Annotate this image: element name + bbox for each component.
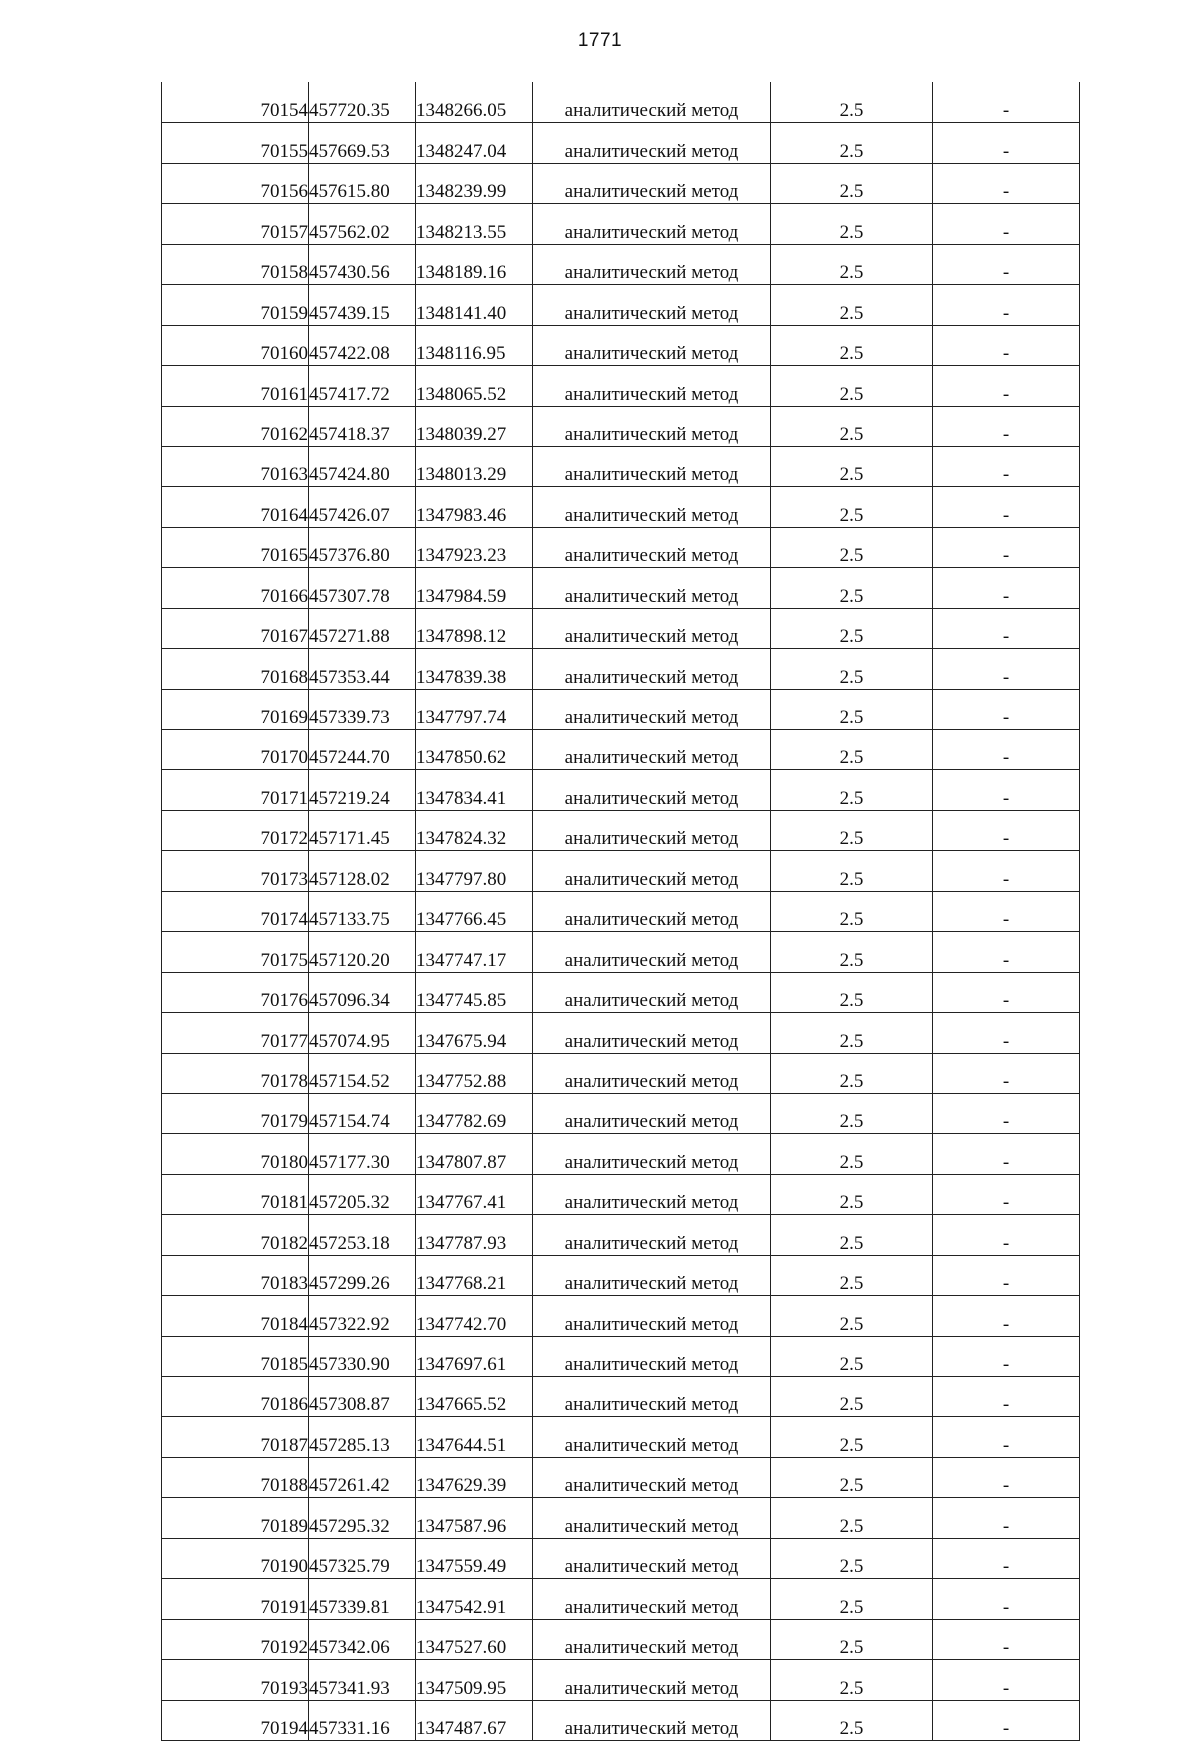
table-row	[162, 730, 1080, 770]
point-id-cell: 70193	[162, 1660, 309, 1700]
table-row	[162, 1053, 1080, 1093]
accuracy-value-cell: 2.5	[771, 83, 933, 123]
note-cell: -	[933, 1457, 1080, 1497]
table-row	[162, 244, 1080, 284]
x-coordinate-cell: 457331.16	[309, 1700, 416, 1740]
table-row	[162, 123, 1080, 163]
y-coordinate-cell: 1347644.51	[416, 1417, 533, 1457]
accuracy-value-cell: 2.5	[771, 527, 933, 567]
method-cell: аналитический метод	[533, 527, 771, 567]
accuracy-value-cell: 2.5	[771, 1579, 933, 1619]
table-row	[162, 972, 1080, 1012]
table-row	[162, 1134, 1080, 1174]
x-coordinate-cell: 457205.32	[309, 1174, 416, 1214]
point-id-cell: 70167	[162, 608, 309, 648]
table-row	[162, 1579, 1080, 1619]
note-cell: -	[933, 1053, 1080, 1093]
point-id-cell: 70175	[162, 932, 309, 972]
method-cell: аналитический метод	[533, 325, 771, 365]
y-coordinate-cell: 1347767.41	[416, 1174, 533, 1214]
note-cell: -	[933, 204, 1080, 244]
note-cell: -	[933, 1013, 1080, 1053]
x-coordinate-cell: 457341.93	[309, 1660, 416, 1700]
note-cell: -	[933, 1700, 1080, 1740]
accuracy-value-cell: 2.5	[771, 851, 933, 891]
y-coordinate-cell: 1347834.41	[416, 770, 533, 810]
y-coordinate-cell: 1348013.29	[416, 446, 533, 486]
method-cell: аналитический метод	[533, 83, 771, 123]
method-cell: аналитический метод	[533, 204, 771, 244]
accuracy-value-cell: 2.5	[771, 1457, 933, 1497]
table-row	[162, 1660, 1080, 1700]
accuracy-value-cell: 2.5	[771, 204, 933, 244]
method-cell: аналитический метод	[533, 1538, 771, 1578]
point-id-cell: 70163	[162, 446, 309, 486]
point-id-cell: 70194	[162, 1700, 309, 1740]
y-coordinate-cell: 1347675.94	[416, 1013, 533, 1053]
y-coordinate-cell: 1347747.17	[416, 932, 533, 972]
y-coordinate-cell: 1347629.39	[416, 1457, 533, 1497]
y-coordinate-cell: 1347983.46	[416, 487, 533, 527]
accuracy-value-cell: 2.5	[771, 1093, 933, 1133]
point-id-cell: 70179	[162, 1093, 309, 1133]
method-cell: аналитический метод	[533, 770, 771, 810]
method-cell: аналитический метод	[533, 932, 771, 972]
point-id-cell: 70158	[162, 244, 309, 284]
accuracy-value-cell: 2.5	[771, 1053, 933, 1093]
accuracy-value-cell: 2.5	[771, 972, 933, 1012]
x-coordinate-cell: 457615.80	[309, 163, 416, 203]
x-coordinate-cell: 457133.75	[309, 891, 416, 931]
accuracy-value-cell: 2.5	[771, 1296, 933, 1336]
accuracy-value-cell: 2.5	[771, 810, 933, 850]
method-cell: аналитический метод	[533, 1579, 771, 1619]
x-coordinate-cell: 457376.80	[309, 527, 416, 567]
note-cell: -	[933, 770, 1080, 810]
x-coordinate-cell: 457261.42	[309, 1457, 416, 1497]
point-id-cell: 70183	[162, 1255, 309, 1295]
accuracy-value-cell: 2.5	[771, 163, 933, 203]
x-coordinate-cell: 457562.02	[309, 204, 416, 244]
point-id-cell: 70168	[162, 649, 309, 689]
y-coordinate-cell: 1348239.99	[416, 163, 533, 203]
y-coordinate-cell: 1347768.21	[416, 1255, 533, 1295]
note-cell: -	[933, 568, 1080, 608]
point-id-cell: 70182	[162, 1215, 309, 1255]
table-row	[162, 568, 1080, 608]
table-row	[162, 1498, 1080, 1538]
note-cell: -	[933, 487, 1080, 527]
table-row	[162, 1377, 1080, 1417]
y-coordinate-cell: 1348141.40	[416, 285, 533, 325]
point-id-cell: 70191	[162, 1579, 309, 1619]
point-id-cell: 70177	[162, 1013, 309, 1053]
x-coordinate-cell: 457339.81	[309, 1579, 416, 1619]
y-coordinate-cell: 1347898.12	[416, 608, 533, 648]
note-cell: -	[933, 1377, 1080, 1417]
method-cell: аналитический метод	[533, 163, 771, 203]
note-cell: -	[933, 1417, 1080, 1457]
method-cell: аналитический метод	[533, 608, 771, 648]
accuracy-value-cell: 2.5	[771, 568, 933, 608]
point-id-cell: 70190	[162, 1538, 309, 1578]
x-coordinate-cell: 457154.74	[309, 1093, 416, 1133]
y-coordinate-cell: 1347697.61	[416, 1336, 533, 1376]
method-cell: аналитический метод	[533, 244, 771, 284]
point-id-cell: 70192	[162, 1619, 309, 1659]
note-cell: -	[933, 1619, 1080, 1659]
point-id-cell: 70162	[162, 406, 309, 446]
x-coordinate-cell: 457171.45	[309, 810, 416, 850]
table-row	[162, 1296, 1080, 1336]
accuracy-value-cell: 2.5	[771, 1174, 933, 1214]
x-coordinate-cell: 457308.87	[309, 1377, 416, 1417]
point-id-cell: 70169	[162, 689, 309, 729]
note-cell: -	[933, 851, 1080, 891]
page-number: 1771	[577, 30, 623, 51]
note-cell: -	[933, 83, 1080, 123]
point-id-cell: 70174	[162, 891, 309, 931]
x-coordinate-cell: 457669.53	[309, 123, 416, 163]
x-coordinate-cell: 457295.32	[309, 1498, 416, 1538]
accuracy-value-cell: 2.5	[771, 649, 933, 689]
accuracy-value-cell: 2.5	[771, 487, 933, 527]
accuracy-value-cell: 2.5	[771, 1377, 933, 1417]
table-row	[162, 932, 1080, 972]
point-id-cell: 70159	[162, 285, 309, 325]
note-cell: -	[933, 123, 1080, 163]
table-body	[162, 83, 1080, 1741]
table-row	[162, 1174, 1080, 1214]
point-id-cell: 70187	[162, 1417, 309, 1457]
x-coordinate-cell: 457322.92	[309, 1296, 416, 1336]
point-id-cell: 70176	[162, 972, 309, 1012]
table-row	[162, 446, 1080, 486]
accuracy-value-cell: 2.5	[771, 1336, 933, 1376]
method-cell: аналитический метод	[533, 730, 771, 770]
note-cell: -	[933, 1093, 1080, 1133]
note-cell: -	[933, 446, 1080, 486]
method-cell: аналитический метод	[533, 123, 771, 163]
y-coordinate-cell: 1348116.95	[416, 325, 533, 365]
note-cell: -	[933, 325, 1080, 365]
x-coordinate-cell: 457128.02	[309, 851, 416, 891]
method-cell: аналитический метод	[533, 568, 771, 608]
y-coordinate-cell: 1348039.27	[416, 406, 533, 446]
y-coordinate-cell: 1347850.62	[416, 730, 533, 770]
method-cell: аналитический метод	[533, 1296, 771, 1336]
accuracy-value-cell: 2.5	[771, 730, 933, 770]
note-cell: -	[933, 285, 1080, 325]
table-row	[162, 1013, 1080, 1053]
accuracy-value-cell: 2.5	[771, 689, 933, 729]
note-cell: -	[933, 689, 1080, 729]
note-cell: -	[933, 1498, 1080, 1538]
method-cell: аналитический метод	[533, 1336, 771, 1376]
table-row	[162, 1417, 1080, 1457]
point-id-cell: 70186	[162, 1377, 309, 1417]
method-cell: аналитический метод	[533, 366, 771, 406]
accuracy-value-cell: 2.5	[771, 1498, 933, 1538]
x-coordinate-cell: 457244.70	[309, 730, 416, 770]
y-coordinate-cell: 1347787.93	[416, 1215, 533, 1255]
note-cell: -	[933, 891, 1080, 931]
point-id-cell: 70188	[162, 1457, 309, 1497]
method-cell: аналитический метод	[533, 487, 771, 527]
note-cell: -	[933, 932, 1080, 972]
y-coordinate-cell: 1348189.16	[416, 244, 533, 284]
point-id-cell: 70164	[162, 487, 309, 527]
y-coordinate-cell: 1347984.59	[416, 568, 533, 608]
note-cell: -	[933, 1660, 1080, 1700]
point-id-cell: 70185	[162, 1336, 309, 1376]
note-cell: -	[933, 1174, 1080, 1214]
y-coordinate-cell: 1347782.69	[416, 1093, 533, 1133]
note-cell: -	[933, 810, 1080, 850]
y-coordinate-cell: 1348266.05	[416, 83, 533, 123]
note-cell: -	[933, 366, 1080, 406]
table-row	[162, 406, 1080, 446]
method-cell: аналитический метод	[533, 1093, 771, 1133]
x-coordinate-cell: 457430.56	[309, 244, 416, 284]
y-coordinate-cell: 1348247.04	[416, 123, 533, 163]
point-id-cell: 70172	[162, 810, 309, 850]
method-cell: аналитический метод	[533, 406, 771, 446]
point-id-cell: 70171	[162, 770, 309, 810]
y-coordinate-cell: 1347797.74	[416, 689, 533, 729]
method-cell: аналитический метод	[533, 689, 771, 729]
note-cell: -	[933, 406, 1080, 446]
y-coordinate-cell: 1347807.87	[416, 1134, 533, 1174]
method-cell: аналитический метод	[533, 972, 771, 1012]
table-row	[162, 487, 1080, 527]
method-cell: аналитический метод	[533, 1255, 771, 1295]
method-cell: аналитический метод	[533, 1660, 771, 1700]
x-coordinate-cell: 457418.37	[309, 406, 416, 446]
method-cell: аналитический метод	[533, 1174, 771, 1214]
point-id-cell: 70180	[162, 1134, 309, 1174]
note-cell: -	[933, 1215, 1080, 1255]
table-row	[162, 1255, 1080, 1295]
y-coordinate-cell: 1347509.95	[416, 1660, 533, 1700]
method-cell: аналитический метод	[533, 1619, 771, 1659]
note-cell: -	[933, 527, 1080, 567]
x-coordinate-cell: 457424.80	[309, 446, 416, 486]
y-coordinate-cell: 1347923.23	[416, 527, 533, 567]
point-id-cell: 70170	[162, 730, 309, 770]
point-id-cell: 70184	[162, 1296, 309, 1336]
accuracy-value-cell: 2.5	[771, 446, 933, 486]
x-coordinate-cell: 457353.44	[309, 649, 416, 689]
accuracy-value-cell: 2.5	[771, 1619, 933, 1659]
x-coordinate-cell: 457417.72	[309, 366, 416, 406]
table-row	[162, 689, 1080, 729]
method-cell: аналитический метод	[533, 810, 771, 850]
table-row	[162, 891, 1080, 931]
table-row	[162, 527, 1080, 567]
point-id-cell: 70166	[162, 568, 309, 608]
accuracy-value-cell: 2.5	[771, 1660, 933, 1700]
note-cell: -	[933, 1336, 1080, 1376]
point-id-cell: 70189	[162, 1498, 309, 1538]
accuracy-value-cell: 2.5	[771, 244, 933, 284]
method-cell: аналитический метод	[533, 649, 771, 689]
x-coordinate-cell: 457271.88	[309, 608, 416, 648]
x-coordinate-cell: 457177.30	[309, 1134, 416, 1174]
note-cell: -	[933, 1538, 1080, 1578]
note-cell: -	[933, 608, 1080, 648]
y-coordinate-cell: 1347587.96	[416, 1498, 533, 1538]
point-id-cell: 70154	[162, 83, 309, 123]
method-cell: аналитический метод	[533, 891, 771, 931]
point-id-cell: 70173	[162, 851, 309, 891]
table-row	[162, 810, 1080, 850]
y-coordinate-cell: 1347766.45	[416, 891, 533, 931]
method-cell: аналитический метод	[533, 1053, 771, 1093]
note-cell: -	[933, 649, 1080, 689]
table-row	[162, 163, 1080, 203]
point-id-cell: 70156	[162, 163, 309, 203]
note-cell: -	[933, 244, 1080, 284]
accuracy-value-cell: 2.5	[771, 1134, 933, 1174]
note-cell: -	[933, 730, 1080, 770]
method-cell: аналитический метод	[533, 446, 771, 486]
method-cell: аналитический метод	[533, 1498, 771, 1538]
accuracy-value-cell: 2.5	[771, 1700, 933, 1740]
table-row	[162, 851, 1080, 891]
y-coordinate-cell: 1347752.88	[416, 1053, 533, 1093]
method-cell: аналитический метод	[533, 851, 771, 891]
x-coordinate-cell: 457074.95	[309, 1013, 416, 1053]
point-id-cell: 70178	[162, 1053, 309, 1093]
y-coordinate-cell: 1347824.32	[416, 810, 533, 850]
y-coordinate-cell: 1347665.52	[416, 1377, 533, 1417]
y-coordinate-cell: 1347559.49	[416, 1538, 533, 1578]
table-row	[162, 608, 1080, 648]
method-cell: аналитический метод	[533, 1377, 771, 1417]
table-row	[162, 1538, 1080, 1578]
y-coordinate-cell: 1347542.91	[416, 1579, 533, 1619]
table-row	[162, 285, 1080, 325]
y-coordinate-cell: 1347487.67	[416, 1700, 533, 1740]
method-cell: аналитический метод	[533, 285, 771, 325]
note-cell: -	[933, 972, 1080, 1012]
y-coordinate-cell: 1347745.85	[416, 972, 533, 1012]
table-row	[162, 83, 1080, 123]
x-coordinate-cell: 457426.07	[309, 487, 416, 527]
x-coordinate-cell: 457422.08	[309, 325, 416, 365]
table-row	[162, 1457, 1080, 1497]
x-coordinate-cell: 457154.52	[309, 1053, 416, 1093]
x-coordinate-cell: 457720.35	[309, 83, 416, 123]
point-id-cell: 70160	[162, 325, 309, 365]
note-cell: -	[933, 1134, 1080, 1174]
point-id-cell: 70155	[162, 123, 309, 163]
y-coordinate-cell: 1347742.70	[416, 1296, 533, 1336]
coordinates-table	[161, 82, 1080, 1741]
note-cell: -	[933, 1296, 1080, 1336]
x-coordinate-cell: 457096.34	[309, 972, 416, 1012]
table-row	[162, 1336, 1080, 1376]
method-cell: аналитический метод	[533, 1215, 771, 1255]
table-row	[162, 366, 1080, 406]
x-coordinate-cell: 457219.24	[309, 770, 416, 810]
x-coordinate-cell: 457325.79	[309, 1538, 416, 1578]
table-row	[162, 770, 1080, 810]
accuracy-value-cell: 2.5	[771, 366, 933, 406]
method-cell: аналитический метод	[533, 1417, 771, 1457]
point-id-cell: 70157	[162, 204, 309, 244]
accuracy-value-cell: 2.5	[771, 1215, 933, 1255]
y-coordinate-cell: 1348065.52	[416, 366, 533, 406]
accuracy-value-cell: 2.5	[771, 406, 933, 446]
note-cell: -	[933, 163, 1080, 203]
accuracy-value-cell: 2.5	[771, 285, 933, 325]
table-row	[162, 325, 1080, 365]
table-row	[162, 204, 1080, 244]
x-coordinate-cell: 457120.20	[309, 932, 416, 972]
table-row	[162, 1093, 1080, 1133]
point-id-cell: 70181	[162, 1174, 309, 1214]
method-cell: аналитический метод	[533, 1457, 771, 1497]
table-row	[162, 649, 1080, 689]
table-row	[162, 1619, 1080, 1659]
accuracy-value-cell: 2.5	[771, 123, 933, 163]
method-cell: аналитический метод	[533, 1134, 771, 1174]
x-coordinate-cell: 457299.26	[309, 1255, 416, 1295]
method-cell: аналитический метод	[533, 1013, 771, 1053]
x-coordinate-cell: 457285.13	[309, 1417, 416, 1457]
x-coordinate-cell: 457439.15	[309, 285, 416, 325]
x-coordinate-cell: 457339.73	[309, 689, 416, 729]
accuracy-value-cell: 2.5	[771, 1538, 933, 1578]
note-cell: -	[933, 1255, 1080, 1295]
x-coordinate-cell: 457307.78	[309, 568, 416, 608]
accuracy-value-cell: 2.5	[771, 325, 933, 365]
accuracy-value-cell: 2.5	[771, 608, 933, 648]
note-cell: -	[933, 1579, 1080, 1619]
method-cell: аналитический метод	[533, 1700, 771, 1740]
accuracy-value-cell: 2.5	[771, 1417, 933, 1457]
y-coordinate-cell: 1347527.60	[416, 1619, 533, 1659]
accuracy-value-cell: 2.5	[771, 932, 933, 972]
accuracy-value-cell: 2.5	[771, 1013, 933, 1053]
accuracy-value-cell: 2.5	[771, 770, 933, 810]
table-row	[162, 1700, 1080, 1740]
table-row	[162, 1215, 1080, 1255]
y-coordinate-cell: 1347797.80	[416, 851, 533, 891]
y-coordinate-cell: 1348213.55	[416, 204, 533, 244]
accuracy-value-cell: 2.5	[771, 891, 933, 931]
point-id-cell: 70165	[162, 527, 309, 567]
y-coordinate-cell: 1347839.38	[416, 649, 533, 689]
x-coordinate-cell: 457342.06	[309, 1619, 416, 1659]
x-coordinate-cell: 457253.18	[309, 1215, 416, 1255]
accuracy-value-cell: 2.5	[771, 1255, 933, 1295]
x-coordinate-cell: 457330.90	[309, 1336, 416, 1376]
point-id-cell: 70161	[162, 366, 309, 406]
